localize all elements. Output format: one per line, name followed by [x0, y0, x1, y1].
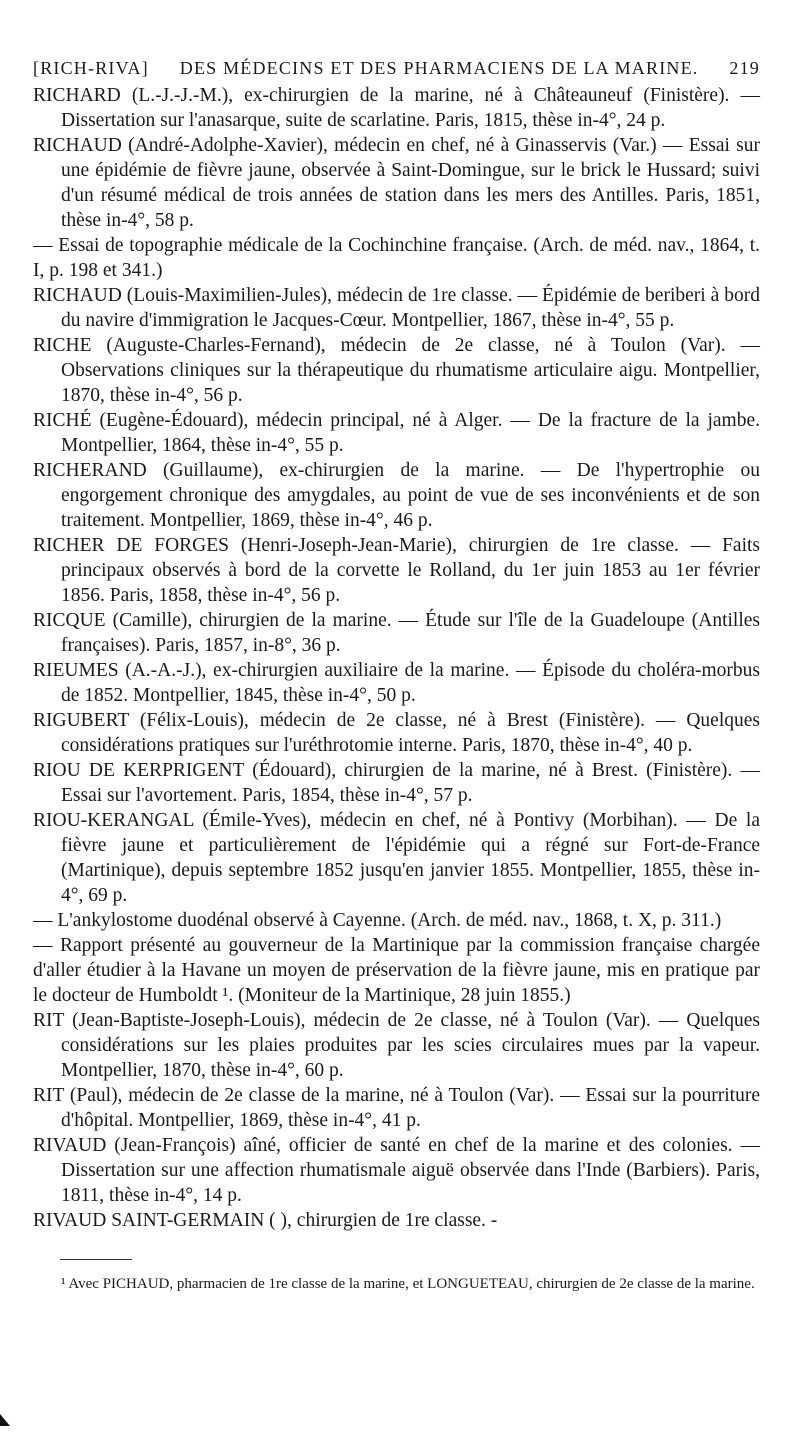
header-title: DES MÉDECINS ET DES PHARMACIENS DE LA MARINE.: [179, 58, 699, 78]
page-number: 219: [729, 58, 760, 78]
entry: RICHER DE FORGES (Henri-Joseph-Jean-Marie), chirurgien de 1re classe. — Faits principaux observés à bord de la corvette le Rolland, du 1er juin 1853 au 1er février 1856. Paris, 1858, thèse in-4°, 56 p.: [33, 535, 760, 606]
entry: RIT (Jean-Baptiste-Joseph-Louis), médecin de 2e classe, né à Toulon (Var). — Quelques considérations sur les plaies produites par les scies circulaires mues par la vapeur. Montpellier, 1870, thèse in-4°, 60 p.: [33, 1010, 760, 1081]
entry: RIOU DE KERPRIGENT (Édouard), chirurgien de la marine, né à Brest. (Finistère). — Essai sur l'avortement. Paris, 1854, thèse in-4°, 57 p.: [33, 760, 760, 806]
entry-list: [33, 83, 760, 1233]
entry-continuation: — Essai de topographie médicale de la Cochinchine française. (Arch. de méd. nav., 1864, t. I, p. 198 et 341.): [33, 235, 760, 281]
entry: RIGUBERT (Félix-Louis), médecin de 2e classe, né à Brest (Finistère). — Quelques considérations pratiques sur l'uréthrotomie interne. Paris, 1870, thèse in-4°, 40 p.: [33, 710, 760, 756]
entry: RIVAUD SAINT-GERMAIN ( ), chirurgien de 1re classe. -: [33, 1210, 498, 1231]
header-left: [RICH-RIVA]: [33, 58, 149, 78]
entry: RICHERAND (Guillaume), ex-chirurgien de la marine. — De l'hypertrophie ou engorgement chronique des amygdales, au point de vue de ses inconvénients et de son traitement. Montpellier, 1869, thèse in-4°, 46 p.: [33, 460, 760, 531]
entry: RIVAUD (Jean-François) aîné, officier de santé en chef de la marine et des colonies. — Dissertation sur une affection rhumatismale aiguë observée dans l'Inde (Barbiers). Paris, 1811, thèse in-4°, 14 p.: [33, 1135, 760, 1206]
entry: RICHAUD (Louis-Maximilien-Jules), médecin de 1re classe. — Épidémie de beriberi à bord du navire d'immigration le Jacques-Cœur. Montpellier, 1867, thèse in-4°, 55 p.: [33, 285, 760, 331]
entry: RICHE (Auguste-Charles-Fernand), médecin de 2e classe, né à Toulon (Var). — Observations cliniques sur la thérapeutique du rhumatisme articulaire aigu. Montpellier, 1870, thèse in-4°, 56 p.: [33, 335, 760, 406]
footnote-separator: [60, 1259, 132, 1260]
entry: RICHÉ (Eugène-Édouard), médecin principal, né à Alger. — De la fracture de la jambe. Montpellier, 1864, thèse in-4°, 55 p.: [33, 410, 760, 456]
footnote: ¹ Avec PICHAUD, pharmacien de 1re classe de la marine, et LONGUETEAU, chirurgien de 2e classe de la marine.: [61, 1276, 755, 1292]
running-header: [33, 58, 760, 79]
page-corner-mark: [0, 1414, 10, 1426]
entry: RICHAUD (André-Adolphe-Xavier), médecin en chef, né à Ginasservis (Var.) — Essai sur une épidémie de fièvre jaune, observée à Saint-Domingue, sur le brick le Hussard; suivi d'un résumé médical de trois années de station dans les mers des Antilles. Paris, 1851, thèse in-4°, 58 p.: [33, 135, 760, 231]
entry: RICHARD (L.-J.-J.-M.), ex-chirurgien de la marine, né à Châteauneuf (Finistère). — Dissertation sur l'anasarque, suite de scarlatine. Paris, 1815, thèse in-4°, 24 p.: [33, 85, 760, 131]
entry: RICQUE (Camille), chirurgien de la marine. — Étude sur l'île de la Guadeloupe (Antilles françaises). Paris, 1857, in-8°, 36 p.: [33, 610, 760, 656]
entry: RIEUMES (A.-A.-J.), ex-chirurgien auxiliaire de la marine. — Épisode du choléra-morbus de 1852. Montpellier, 1845, thèse in-4°, 50 p.: [33, 660, 760, 706]
entry: RIT (Paul), médecin de 2e classe de la marine, né à Toulon (Var). — Essai sur la pourriture d'hôpital. Montpellier, 1869, thèse in-4°, 41 p.: [33, 1085, 760, 1131]
entry-continuation: — Rapport présenté au gouverneur de la Martinique par la commission française chargée d'aller étudier à la Havane un moyen de préservation de la fièvre jaune, mis en pratique par le docteur de Humboldt ¹. (Moniteur de la Martinique, 28 juin 1855.): [33, 935, 760, 1006]
entry-continuation: — L'ankylostome duodénal observé à Cayenne. (Arch. de méd. nav., 1868, t. X, p. 311.): [33, 910, 722, 931]
entry: RIOU-KERANGAL (Émile-Yves), médecin en chef, né à Pontivy (Morbihan). — De la fièvre jaune et particulièrement de l'épidémie qui a régné sur Fort-de-France (Martinique), depuis septembre 1852 jusqu'en janvier 1855. Montpellier, 1855, thèse in-4°, 69 p.: [33, 810, 760, 906]
